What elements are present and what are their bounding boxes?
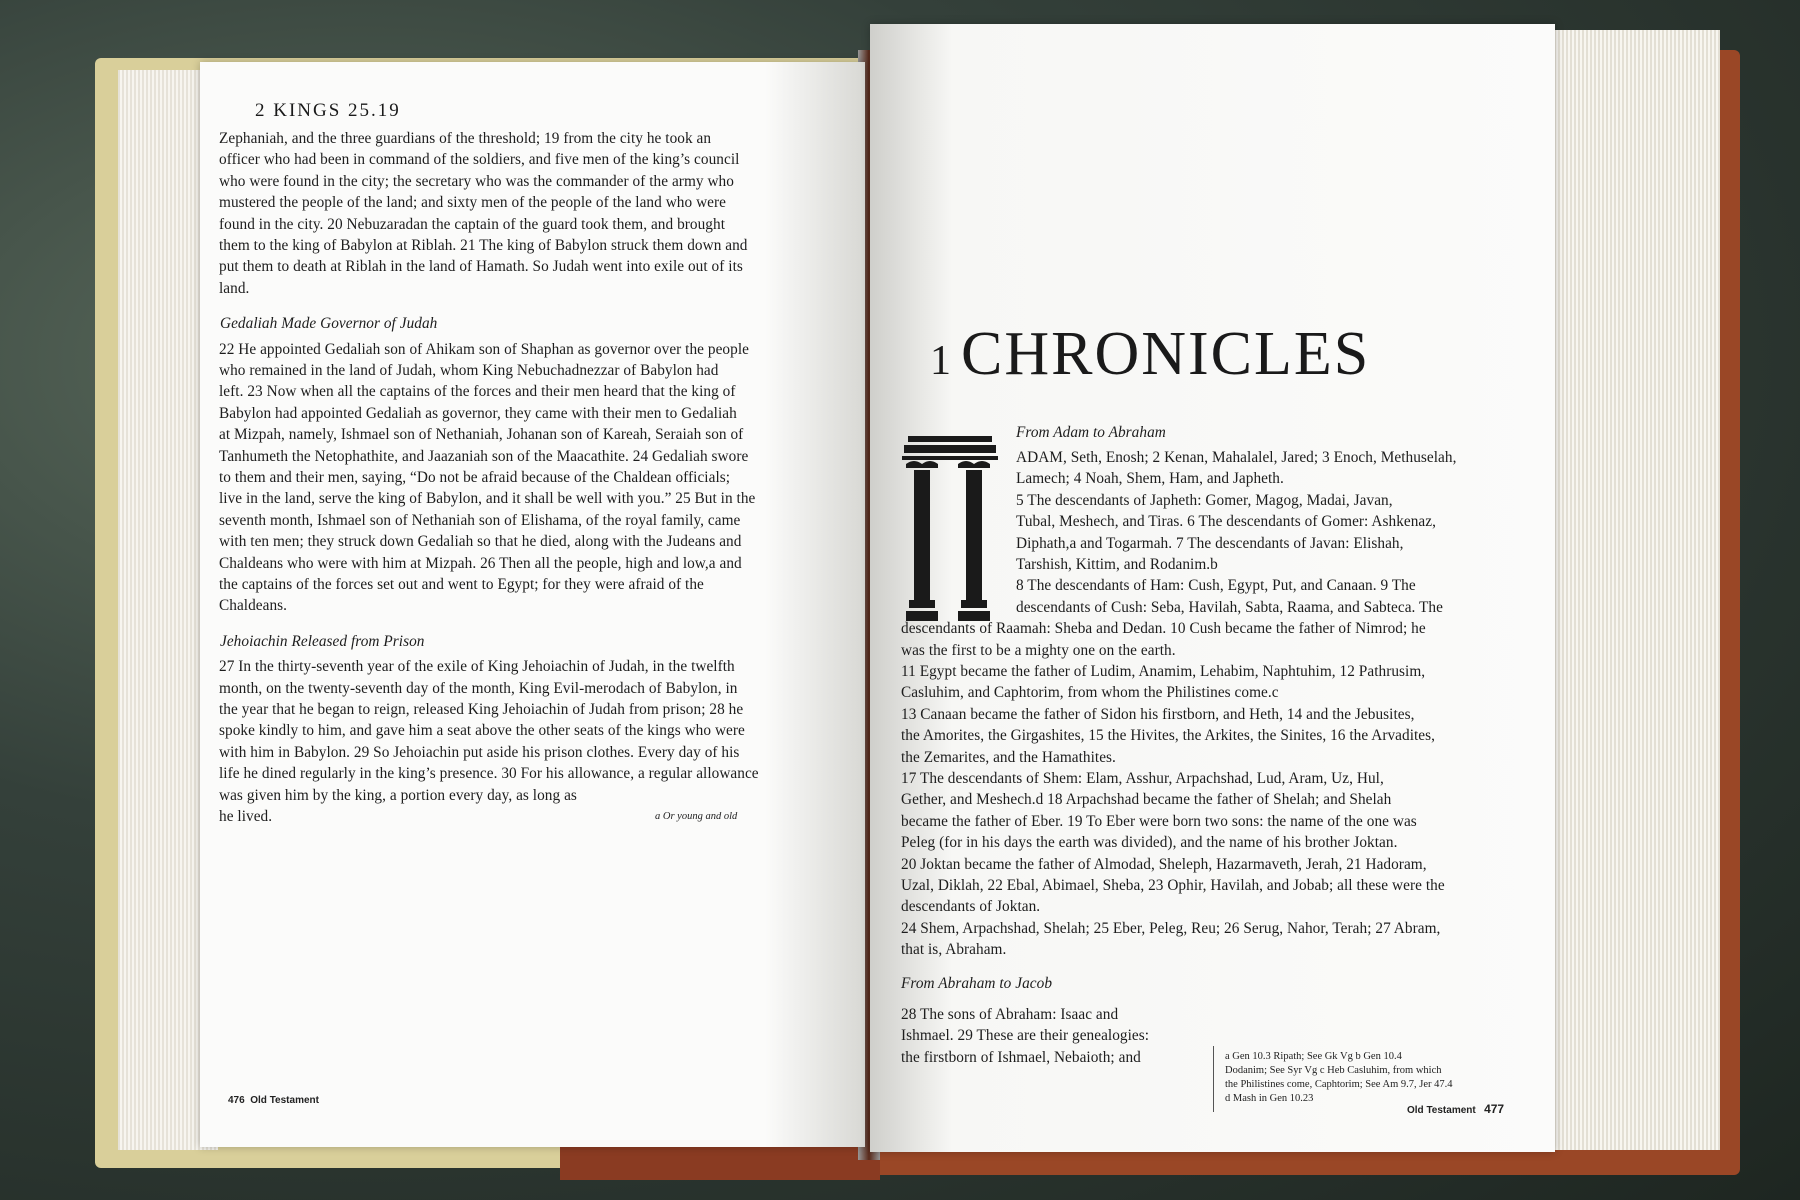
folio-label: Old Testament bbox=[1407, 1105, 1476, 1116]
text-line: 8 The descendants of Ham: Cush, Egypt, Put, and Canaan. 9 The bbox=[1016, 577, 1416, 595]
text-line: 17 The descendants of Shem: Elam, Asshur, Arpachshad, Lud, Aram, Uz, Hul, bbox=[901, 770, 1384, 787]
section-heading: Gedaliah Made Governor of Judah bbox=[220, 315, 438, 333]
text-line: who were found in the city; the secretary who was the commander of the army who bbox=[219, 172, 734, 190]
text-line: Casluhim, and Caphtorim, from whom the Philistines come.c bbox=[901, 684, 1279, 702]
text-line: descendants of Joktan. bbox=[901, 898, 1041, 916]
text-line: ADAM, Seth, Enosh; 2 Kenan, Mahalalel, Jared; 3 Enoch, Methuselah, bbox=[1016, 449, 1457, 466]
page-number: 477 bbox=[1484, 1102, 1505, 1116]
section-heading: From Abraham to Jacob bbox=[901, 974, 1053, 992]
text-line: descendants of Raamah: Sheba and Dedan. 10 Cush became the father of Nimrod; he bbox=[901, 620, 1426, 638]
footnote: a Or young and old bbox=[655, 811, 738, 822]
footnote-divider bbox=[1213, 1046, 1214, 1112]
text-line: spoke kindly to him, and gave him a seat above the other seats of the kings who were bbox=[219, 722, 745, 740]
text-line: at Mizpah, namely, Ishmael son of Nethaniah, Johanan son of Kareah, Seraiah son of bbox=[219, 426, 744, 444]
text-line: became the father of Eber. 19 To Eber were born two sons: the name of the one was bbox=[901, 812, 1417, 830]
folio-label: Old Testament bbox=[250, 1095, 319, 1106]
text-line: Babylon had appointed Gedaliah as governor, they came with their men to Gedaliah bbox=[219, 404, 737, 422]
text-line: Zephaniah, and the three guardians of the threshold; 19 from the city he took an bbox=[219, 130, 712, 147]
text-line: mustered the people of the land; and sixty men of the people of the land who were bbox=[219, 194, 726, 212]
text-line: descendants of Cush: Seba, Havilah, Sabta, Raama, and Sabteca. The bbox=[1016, 598, 1443, 616]
text-line: 22 He appointed Gedaliah son of Ahikam son of Shaphan as governor over the people bbox=[219, 340, 749, 358]
text-line: 24 Shem, Arpachshad, Shelah; 25 Eber, Peleg, Reu; 26 Serug, Nahor, Terah; 27 Abram, bbox=[901, 919, 1441, 937]
text-line: 27 In the thirty-seventh year of the exile of King Jehoiachin of Judah, in the twelfth bbox=[219, 658, 735, 676]
footnote: Dodanim; See Syr Vg c Heb Casluhim, from which bbox=[1225, 1065, 1442, 1076]
text-line: with him in Babylon. 29 So Jehoiachin put aside his prison clothes. Every day of his bbox=[219, 743, 740, 761]
text-line: he lived. bbox=[219, 808, 273, 825]
text-line: the captains of the forces set out and went to Egypt; for they were afraid of the bbox=[219, 576, 704, 593]
text-line: land. bbox=[219, 279, 250, 297]
text-line: officer who had been in command of the soldiers, and five men of the king’s council bbox=[219, 151, 740, 169]
text-line: month, on the twenty-seventh day of the month, King Evil-merodach of Babylon, in bbox=[219, 679, 738, 697]
text-line: put them to death at Riblah in the land of Hamath. So Judah went into exile out of its bbox=[219, 258, 743, 276]
text-line: 20 Joktan became the father of Almodad, Sheleph, Hazarmaveth, Jerah, 21 Hadoram, bbox=[901, 855, 1427, 873]
text-line: left. 23 Now when all the captains of the forces and their men heard that the king of bbox=[219, 383, 736, 401]
text-line: Tanhumeth the Netophathite, and Jaazaniah son of the Maacathite. 24 Gedaliah swore bbox=[219, 447, 749, 465]
text-line: 11 Egypt became the father of Ludim, Anamim, Lehabim, Naphtuhim, 12 Pathrusim, bbox=[901, 663, 1426, 680]
pillars-icon bbox=[902, 436, 998, 624]
text-line: live in the land, serve the king of Babylon, and it shall be well with you.” 25 But in the bbox=[219, 490, 756, 508]
text-line: Chaldeans. bbox=[219, 597, 288, 615]
text-line: to them and their men, saying, “Do not be afraid because of the Chaldean officials; bbox=[219, 469, 731, 486]
text-line: found in the city. 20 Nebuzaradan the captain of the guard took them, and brought bbox=[219, 215, 726, 233]
text-line: who remained in the land of Judah, whom King Nebuchadnezzar of Babylon had bbox=[219, 362, 719, 379]
page-number: 476 bbox=[228, 1095, 245, 1106]
section-heading: From Adam to Abraham bbox=[1016, 424, 1166, 441]
text-line: life he dined regularly in the king’s presence. 30 For his allowance, a regular allowance bbox=[219, 765, 759, 783]
text-line: Uzal, Diklah, 22 Ebal, Abimael, Sheba, 23 Ophir, Havilah, and Jobab; all these were the bbox=[901, 877, 1445, 894]
text-line: Ishmael. 29 These are their genealogies: bbox=[901, 1027, 1150, 1045]
text-line: the Zemarites, and the Hamathites. bbox=[901, 748, 1116, 766]
text-line: Gether, and Meshech.d 18 Arpachshad became the father of Shelah; and Shelah bbox=[901, 791, 1392, 809]
footnote: a Gen 10.3 Ripath; See Gk Vg b Gen 10.4 bbox=[1225, 1051, 1402, 1062]
text-line: them to the king of Babylon at Riblah. 21 The king of Babylon struck them down and bbox=[219, 237, 748, 254]
text-line: that is, Abraham. bbox=[901, 941, 1007, 959]
text-line: the year that he began to reign, released King Jehoiachin of Judah from prison; 28 he bbox=[219, 701, 744, 718]
text-line: the Amorites, the Girgashites, 15 the Hivites, the Arkites, the Sinites, 16 the Arvadites, bbox=[901, 727, 1436, 745]
text-line: was given him by the king, a portion every day, as long as bbox=[219, 786, 577, 804]
text-line: seventh month, Ishmael son of Nethaniah son of Elishama, of the royal family, came bbox=[219, 511, 741, 529]
text-line: 13 Canaan became the father of Sidon his firstborn, and Heth, 14 and the Jebusites, bbox=[901, 705, 1415, 723]
section-heading: Jehoiachin Released from Prison bbox=[220, 632, 425, 650]
text-line: with ten men; they struck down Gedaliah so that he died, along with the Judeans and bbox=[219, 533, 742, 551]
book-title: 1 CHRONICLES bbox=[930, 320, 1371, 388]
text-line: Tubal, Meshech, and Tiras. 6 The descendants of Gomer: Ashkenaz, bbox=[1016, 513, 1436, 531]
text-line: Peleg (for in his days the earth was divided), and the name of his brother Joktan. bbox=[901, 834, 1398, 852]
right-page bbox=[870, 24, 1555, 1152]
left-page bbox=[200, 62, 865, 1147]
text-line: 28 The sons of Abraham: Isaac and bbox=[901, 1006, 1119, 1023]
text-line: Lamech; 4 Noah, Shem, Ham, and Japheth. bbox=[1016, 470, 1284, 488]
text-line: Diphath,a and Togarmah. 7 The descendants of Javan: Elishah, bbox=[1016, 534, 1404, 552]
running-head: 2 KINGS 25.19 bbox=[255, 100, 401, 121]
text-line: was the first to be a mighty one on the earth. bbox=[901, 641, 1176, 659]
footnote: d Mash in Gen 10.23 bbox=[1225, 1093, 1314, 1104]
text-line: the firstborn of Ishmael, Nebaioth; and bbox=[901, 1048, 1141, 1066]
text-line: 5 The descendants of Japheth: Gomer, Magog, Madai, Javan, bbox=[1016, 491, 1393, 509]
text-line: Chaldeans who were with him at Mizpah. 26 Then all the people, high and low,a and bbox=[219, 554, 742, 572]
footnote: the Philistines come, Caphtorim; See Am 9.7, Jer 47.4 bbox=[1225, 1079, 1453, 1090]
text-line: Tarshish, Kittim, and Rodanim.b bbox=[1016, 556, 1218, 573]
